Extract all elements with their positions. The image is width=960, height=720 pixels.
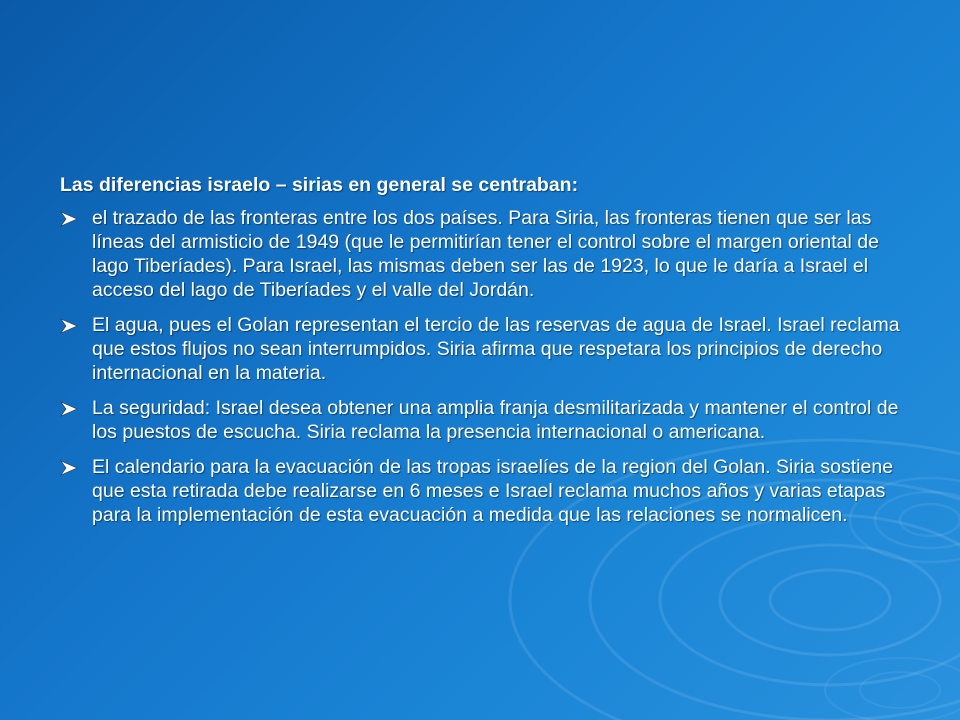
slide-content [60,172,910,538]
arrowhead-bullet-icon [60,401,78,417]
list-item [60,206,910,302]
bullet-list [60,206,910,527]
list-item [60,455,910,527]
bullet-text: el trazado de las fronteras entre los dos países. Para Siria, las fronteras tienen que ser las líneas del armisticio de 1949 (que le permitirían tener el control sobre el margen oriental de lago Tiberíades). Para Israel, las mismas deben ser las de 1923, lo que le daría a Israel el acceso del lago de Tiberíades y el valle del Jordán. [92,207,879,301]
list-item [60,396,910,444]
arrowhead-bullet-icon [60,318,78,334]
bullet-text: El calendario para la evacuación de las tropas israelíes de la region del Golan. Siria sostiene que esta retirada debe realizarse en 6 meses e Israel reclama muchos años y varias etapas para la implementación de esta evacuación a medida que las relaciones se normalicen. [92,456,894,526]
arrowhead-bullet-icon [60,211,78,227]
list-item [60,313,910,385]
arrowhead-bullet-icon [60,460,78,476]
bullet-text: La seguridad: Israel desea obtener una amplia franja desmilitarizada y mantener el control de los puestos de escucha. Siria reclama la presencia internacional o americana. [92,397,899,443]
slide-heading: Las diferencias israelo – sirias en general se centraban: [60,174,579,196]
bullet-text: El agua, pues el Golan representan el tercio de las reservas de agua de Israel. Israel reclama que estos flujos no sean interrumpidos. Siria afirma que respetara los principios de derecho internacional en la materia. [92,314,900,384]
